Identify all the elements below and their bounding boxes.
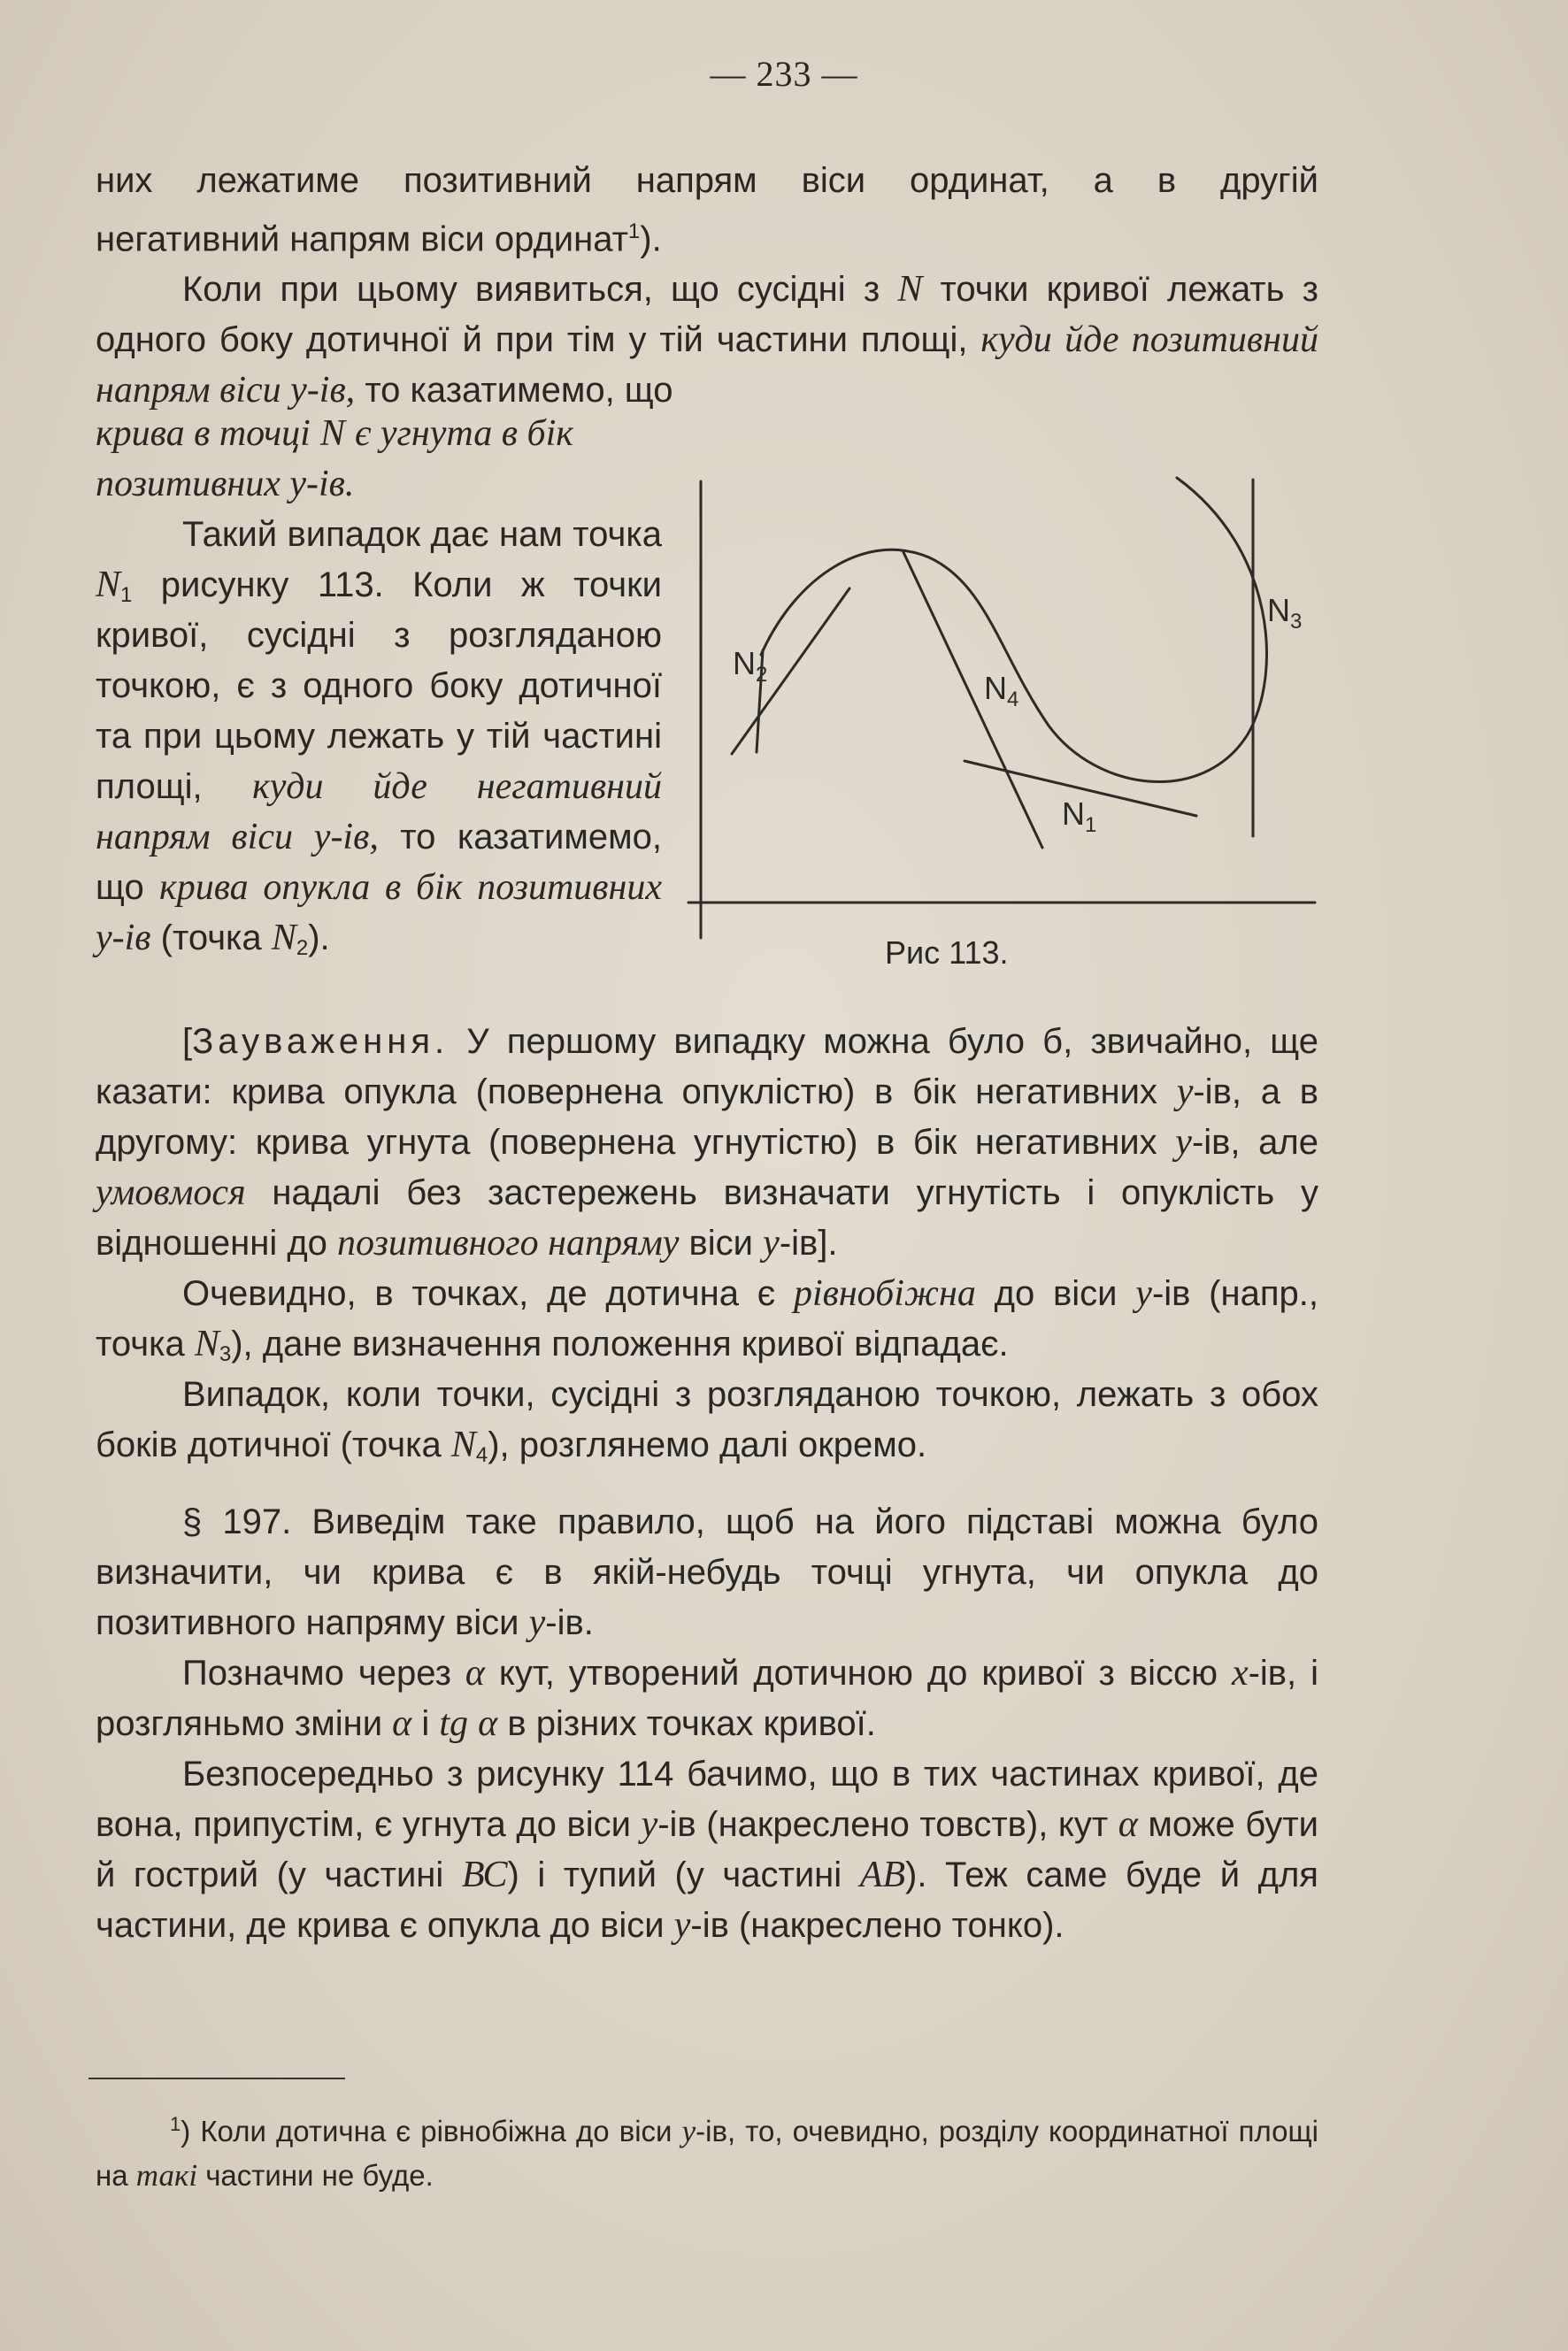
math-alpha: α [392, 1703, 412, 1744]
subscript: 3 [219, 1342, 232, 1366]
label-N4: $N_4$ [984, 670, 1019, 711]
text: може бути й гострий (у частині [96, 1805, 1318, 1894]
text: то казатимемо, що [96, 818, 662, 907]
italic-text: куди йде негативний напрям віси у-ів, [96, 766, 662, 857]
figure-113 [681, 460, 1318, 1009]
math-N: N [450, 1425, 476, 1465]
text: Безпосередньо з рисунку 114 бачимо, що в тих частинах кривої, де вона, припустім, є угнута до віси [96, 1755, 1318, 1844]
text: -ів (накреслено тонко). [690, 1906, 1065, 1945]
text: ) і тупий (у частині [507, 1855, 842, 1894]
italic-text: крива в точці [96, 413, 311, 454]
label-N2: $N_2$ [733, 645, 768, 687]
text: віси [688, 1224, 754, 1263]
text: ) Коли дотична є рівнобіжна до віси [181, 2115, 673, 2147]
text: -ів, а в другому: крива угнута (повернена угнутістю) в бік негативних [96, 1072, 1318, 1162]
text-column-left [96, 409, 662, 964]
italic-text: рівнобіжна [793, 1273, 976, 1314]
italic-text: умовмося [96, 1172, 246, 1213]
text: -ів]. [779, 1224, 838, 1263]
paragraph-angle-alpha [96, 1648, 1318, 1749]
figure-113-drawing [681, 460, 1318, 1009]
text: -ів, і розгляньмо зміни [96, 1654, 1318, 1743]
text-line: них лежатиме позитивний напрям віси ординат, а в другій [96, 161, 1318, 200]
footnote-rule [88, 2078, 345, 2079]
text: Випадок, коли точки, сусідні з розгляданою точкою, лежать з обох боків дотичної (точка [96, 1375, 1318, 1464]
paragraph-continuation-end [96, 206, 1318, 265]
math-y: у [1176, 1072, 1194, 1112]
math-alpha: α [465, 1653, 485, 1694]
math-AB: АВ [859, 1855, 906, 1895]
text: (точка [160, 918, 262, 957]
math-N: N [897, 269, 923, 311]
footnote-mark: 1 [170, 2113, 181, 2135]
text: -ів. [545, 1603, 594, 1642]
spaced-heading: Зауваження. [192, 1022, 450, 1061]
text: Очевидно, в точках, де дотична є [182, 1274, 776, 1313]
math-y: у [1135, 1273, 1152, 1314]
footnote [96, 2102, 1318, 2198]
text: -ів, то, очевидно, розділу координатної площі на [96, 2115, 1318, 2192]
paragraph-figure-114 [96, 1749, 1318, 1951]
paragraph-both-sides [96, 1370, 1318, 1471]
math-N: N [194, 1324, 219, 1364]
paragraph-section-197 [96, 1497, 1318, 1648]
text: до віси [994, 1274, 1118, 1313]
footnote-mark: 1 [627, 219, 641, 243]
text: рисунку 113. Коли ж точки кривої, сусідні з розгляданою точкою, є з одного боку дотичної та при цьому лежать у тій частині площі, [96, 565, 662, 806]
text: надалі без застережень визначати угнутість і опуклість у відношенні до [96, 1173, 1318, 1263]
italic-text: є угнута в бік позитивних у-ів. [96, 413, 573, 504]
curve [761, 478, 1266, 782]
text-block-top [96, 156, 1318, 416]
text: ), розглянемо далі окремо. [488, 1425, 927, 1464]
label-N1: $N_1$ [1062, 795, 1097, 837]
text: ), дане визначення положення кривої відпадає. [231, 1325, 1009, 1364]
text: частини не буде. [205, 2159, 434, 2192]
text-line: негативний напрям віси ординат [96, 219, 628, 259]
math-y: у [528, 1602, 546, 1643]
paragraph-continuation [96, 156, 1318, 206]
math-N: N [271, 918, 296, 958]
paragraph-concave-definition [96, 265, 1318, 416]
math-y: у [673, 1905, 691, 1946]
paragraph-remark [96, 1017, 1318, 1269]
text: У першому випадку можна було б, звичайно, ще казати: крива опукла (повернена опуклістю) в бік негативних [96, 1022, 1318, 1111]
text: -ів (напр., точка [96, 1274, 1318, 1364]
paragraph-parallel-tangent [96, 1269, 1318, 1370]
math-BC: ВС [461, 1855, 508, 1895]
paragraph-convex-definition [96, 510, 662, 964]
page-number: — 233 — [710, 54, 858, 94]
italic-text: куди йде позитивний напрям віси у-ів, [96, 319, 1318, 411]
text: в різних точках кривої. [507, 1704, 876, 1743]
math-alpha: α [478, 1703, 498, 1744]
text: Позначмо через [182, 1654, 451, 1693]
text: Такий випадок дає нам точка [182, 515, 662, 554]
text: ). Теж саме буде й для частини, де крива є опукла до віси [96, 1855, 1318, 1945]
text: то казатимемо, що [365, 371, 673, 411]
math-y: у [641, 1804, 658, 1845]
text: -ів (накреслено товств), кут [657, 1805, 1109, 1844]
text: ). [308, 918, 330, 957]
text: точки кривої лежать з одного боку дотичної й при тім у тій частини площі, [96, 270, 1318, 360]
italic-statement [96, 409, 662, 510]
text: Коли при цьому виявиться, що сусідні з [182, 270, 880, 310]
math-alpha: α [1118, 1804, 1138, 1845]
math-x: х [1231, 1653, 1249, 1694]
footnote-text [96, 2102, 1318, 2198]
math-tg: tg [439, 1703, 469, 1744]
figure-caption: Рис 113. [885, 934, 1009, 971]
subscript: 1 [120, 583, 133, 607]
text: кут, утворений дотичною до кривої з віссю [498, 1654, 1218, 1693]
bracket: [ [182, 1022, 193, 1061]
math-N: N [319, 413, 345, 454]
label-N3: $N_3$ [1267, 592, 1303, 634]
text-block-bottom [96, 1017, 1318, 1951]
text: § 197. Виведім таке правило, щоб на його підставі можна було визначити, чи крива є в якій-небудь точці угнута, чи опукла до позитивного напряму віси [96, 1502, 1318, 1642]
math-y: у [1175, 1122, 1192, 1163]
math-y: у [763, 1223, 780, 1264]
italic-text: крива опукла в бік позитивних у-ів [96, 867, 662, 958]
text: -ів, але [1191, 1123, 1318, 1162]
subscript: 4 [475, 1443, 488, 1467]
subscript: 2 [296, 936, 309, 960]
math-N: N [96, 565, 121, 605]
italic-text: такі [135, 2158, 198, 2193]
text: і [421, 1704, 430, 1743]
text-punct: ). [640, 219, 662, 259]
math-y: у [681, 2114, 696, 2148]
italic-text: позитивного напряму [337, 1223, 680, 1264]
